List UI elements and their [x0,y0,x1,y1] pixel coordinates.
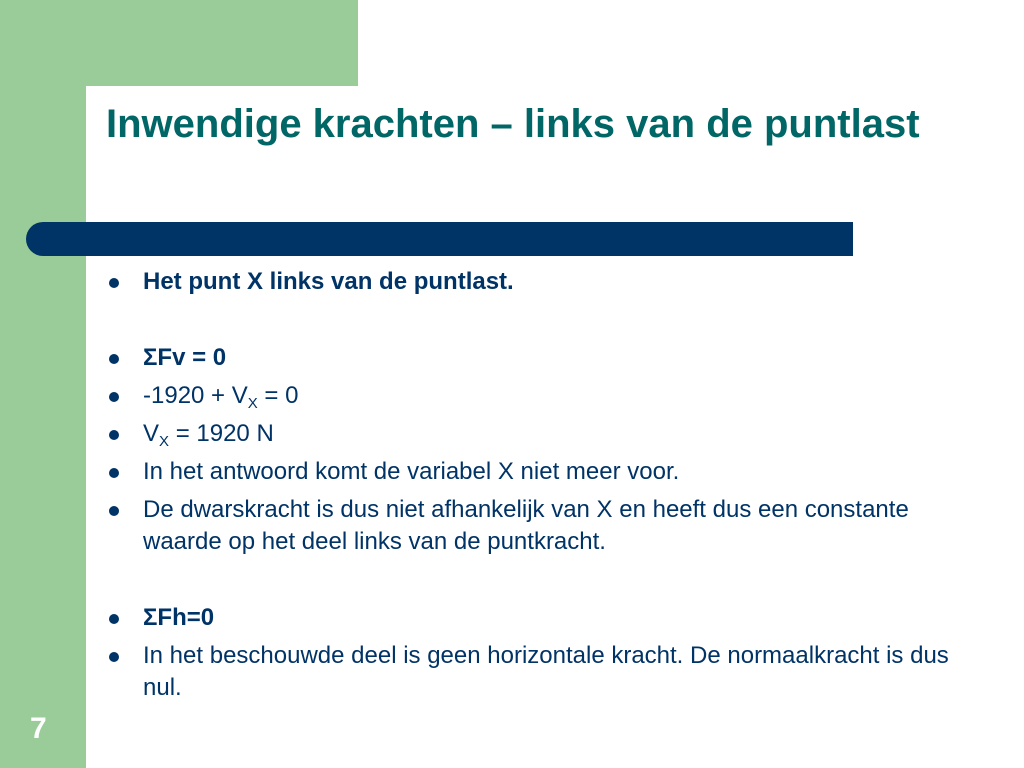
bullet-item [106,456,986,488]
bullet-text: ΣFh=0 [143,604,215,631]
bullet-text: In het antwoord komt de variabel X niet meer voor. [143,458,680,485]
bullet-text: Het punt X links van de puntlast. [143,268,514,295]
bullet-dot-icon [109,392,119,402]
bullet-dot-icon [109,652,119,662]
bullet-dot-icon [109,354,119,364]
bullet-text: De dwarskracht is dus niet afhankelijk van X en heeft dus een constante waarde op het deel links van de puntkracht. [143,496,909,555]
title-divider-bar [26,222,853,256]
bullet-text: In het beschouwde deel is geen horizontale kracht. De normaalkracht is dus nul. [143,642,949,701]
page-number: 7 [30,712,47,745]
bullet-list [106,266,986,710]
bullet-item [106,602,986,634]
bullet-item [106,494,986,558]
formula-subscript: X [247,395,258,412]
bullet-item [106,380,986,412]
bullet-dot-icon [109,430,119,440]
bullet-dot-icon [109,468,119,478]
bullet-item [106,640,986,704]
formula-part: V [143,420,160,447]
green-top-band [86,0,358,86]
bullet-item [106,418,986,450]
bullet-item [106,342,986,374]
bullet-dot-icon [109,506,119,516]
formula-subscript: X [159,433,170,450]
bullet-dot-icon [109,278,119,288]
bullet-text [143,382,299,412]
bullet-item [106,266,986,298]
formula-part: -1920 + V [143,382,248,409]
formula-part: = 1920 N [169,420,274,447]
slide-title: Inwendige krachten – links van de puntlast [106,102,920,146]
bullet-dot-icon [109,614,119,624]
formula-part: = 0 [257,382,299,409]
bullet-text [143,420,274,450]
green-left-band [0,0,86,768]
bullet-text: ΣFv = 0 [143,344,227,371]
